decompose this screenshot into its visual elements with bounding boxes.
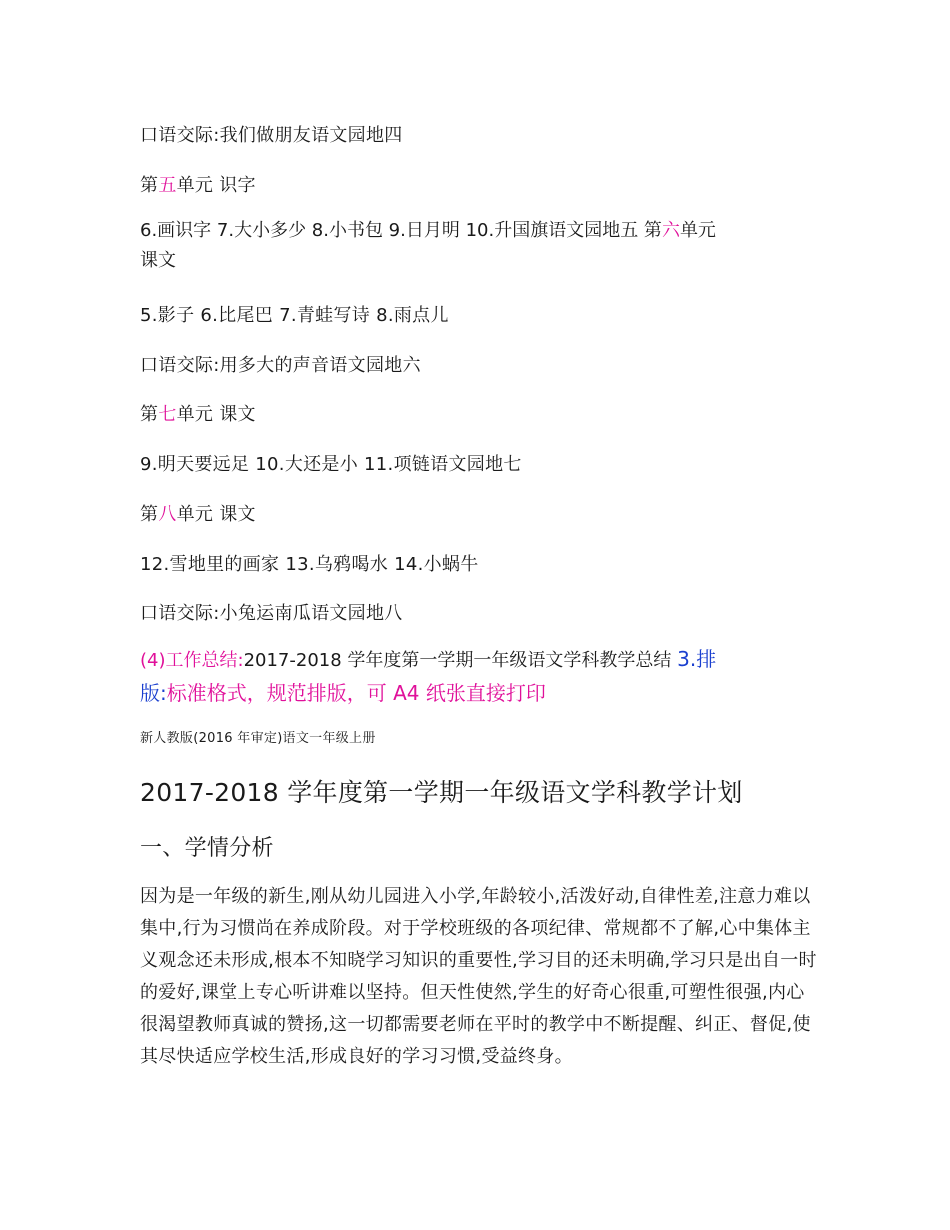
unit-type: 课文 <box>140 250 176 271</box>
unit-5-lessons <box>140 216 820 276</box>
oral-communication-line-6: 口语交际:用多大的声音语文园地六 <box>140 355 421 376</box>
unit-number: 五 <box>158 175 177 196</box>
oral-communication-line-4: 口语交际:我们做朋友语文园地四 <box>140 125 403 146</box>
unit-number: 七 <box>158 404 177 425</box>
document-title: 2017-2018 学年度第一学期一年级语文学科教学计划 <box>140 778 743 807</box>
format-label-cont: 版: <box>140 681 167 705</box>
oral-communication-line-8: 口语交际:小兔运南瓜语文园地八 <box>140 603 403 624</box>
edition-line: 新人教版(2016 年审定)语文一年级上册 <box>140 731 376 746</box>
unit-suffix: 单元 课文 <box>176 504 256 525</box>
unit-5-heading <box>140 171 256 197</box>
unit-number: 六 <box>661 220 680 241</box>
unit-suffix: 单元 识字 <box>176 175 256 196</box>
unit-7-lessons: 9.明天要远足 10.大还是小 11.项链语文园地七 <box>140 454 522 475</box>
unit-prefix: 第 <box>140 404 159 425</box>
unit-7-heading <box>140 400 256 426</box>
unit-prefix: 第 <box>140 504 159 525</box>
unit-suffix: 单元 <box>679 220 716 241</box>
format-note: 标准格式，规范排版，可 A4 纸张直接打印 <box>166 681 546 705</box>
unit-number: 八 <box>158 504 177 525</box>
summary-block <box>140 643 830 711</box>
section-heading: 一、学情分析 <box>140 836 274 861</box>
unit-6-lessons: 5.影子 6.比尾巴 7.青蛙写诗 8.雨点儿 <box>140 305 449 326</box>
unit-8-lessons: 12.雪地里的画家 13.乌鸦喝水 14.小蜗牛 <box>140 554 479 575</box>
unit-8-heading <box>140 500 256 526</box>
lesson-list: 6.画识字 7.大小多少 8.小书包 9.日月明 10.升国旗语文园地五 第 <box>140 220 662 241</box>
unit-prefix: 第 <box>140 175 159 196</box>
format-label: 3.排 <box>677 647 717 671</box>
summary-label: (4)工作总结: <box>140 650 244 671</box>
summary-title: 2017-2018 学年度第一学期一年级语文学科教学总结 <box>243 650 678 671</box>
unit-suffix: 单元 课文 <box>176 404 256 425</box>
situation-analysis-paragraph: 因为是一年级的新生,刚从幼儿园进入小学,年龄较小,活泼好动,自律性差,注意力难以集中,行为习惯尚在养成阶段。对于学校班级的各项纪律、常规都不了解,心中集体主义观念还未形成,根本不知晓学习知识的重要性,学习目的还未明确,学习只是出自一时的爱好,课堂上专心听讲难以坚持。但天性使然,学生的好奇心很重,可塑性很强,内心很渴望教师真诚的赞扬,这一切都需要老师在平时的教学中不断提醒、纠正、督促,使其尽快适应学校生活,形成良好的学习习惯,受益终身。 <box>140 886 817 1067</box>
